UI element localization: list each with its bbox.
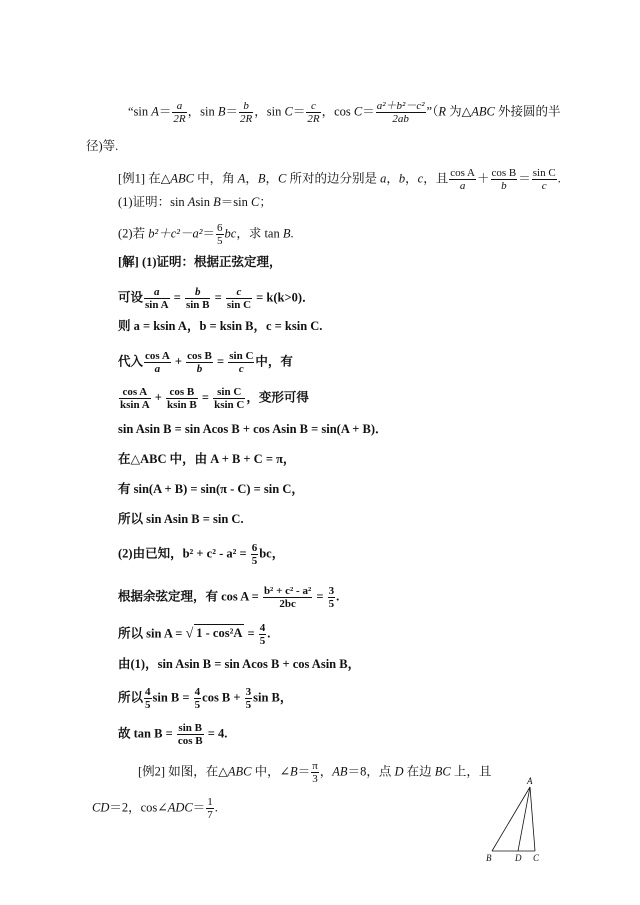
solution-line-4: 代入 $\frac{\text{cos A}}{a}$ + $\frac{\text{cos B}}{b}$ = $\frac{\text{sin C}}{c}$ 中，有 <box>118 350 293 375</box>
example-2-statement: [例2] 如图，在△ABC 中，∠B＝ $\frac{\pi}{3}$ ，AB＝8，点 D 在边 BC 上，且 <box>138 760 492 785</box>
fraction: $\frac{b}{2R}$ <box>240 100 253 125</box>
vertex-label-a: A <box>527 776 533 786</box>
fraction: $\frac{c}{2R}$ <box>307 100 320 125</box>
side-ac <box>530 787 535 851</box>
fraction: $\frac{\text{a²＋b²－c²}}{2ab}$ <box>376 100 425 125</box>
example-1-part-1: (1)证明：sin Asin B＝sin C； <box>118 195 272 209</box>
fraction: $\frac{\text{b² + c² - a²}}{2bc}$ <box>263 585 312 610</box>
fraction: $\frac{4}{5}$ <box>145 686 151 711</box>
solution-line-10: (2)由已知，b² + c² - a² = $\frac{6}{5}$ bc， <box>118 542 285 567</box>
fraction: $\frac{a}{2R}$ <box>173 100 186 125</box>
solution-line-9: 所以 sin Asin B = sin C. <box>118 512 244 526</box>
solution-line-3: 则 a = ksin A，b = ksin B，c = ksin C. <box>118 319 323 333</box>
fraction: $\frac{\text{cos B}}{b}$ <box>187 350 212 375</box>
fraction: $\frac{\text{cos A}}{a}$ <box>145 350 170 375</box>
fraction: $\frac{4}{5}$ <box>259 622 266 647</box>
solution-line-11: 根据余弦定理，有 cos A = $\frac{\text{b² + c² - a²}}{2bc}$ = $\frac{3}{5}$ . <box>118 585 340 610</box>
fraction: $\frac{\text{cos A}}{a}$ <box>450 167 475 192</box>
fraction: $\frac{b}{\text{sin B}}$ <box>185 286 210 311</box>
example-1-part-2: (2)若 b²＋c²－a²＝ $\frac{6}{5}$ bc，求 tan B. <box>118 222 294 247</box>
fraction: $\frac{\text{sin C}}{c}$ <box>532 167 556 192</box>
fraction: $\frac{3}{5}$ <box>328 585 335 610</box>
fraction: $\frac{\text{cos B}}{b}$ <box>491 167 517 192</box>
solution-line-15: 故 tan B = $\frac{\text{sin B}}{\text{cos B}}$ = 4. <box>118 722 228 747</box>
fraction: $\frac{\pi}{3}$ <box>312 760 318 785</box>
intro-line-1: “sin A＝ $\frac{a}{2R}$ ，sin B＝ $\frac{b}{2R}$ ，sin C＝ $\frac{c}{2R}$ ，cos C＝ $\frac{\text{a²＋b²－c²}}{2ab}$ ”（R 为△ABC 外接圆的半 <box>128 100 561 125</box>
vertex-label-d: D <box>515 853 522 863</box>
solution-line-13: 由(1)，sin Asin B = sin Acos B + cos Asin B， <box>118 657 361 671</box>
solution-line-14: 所以 $\frac{4}{5}$ sin B = $\frac{4}{5}$ cos B + $\frac{3}{5}$ sin B， <box>118 686 293 711</box>
solution-line-6: sin Asin B = sin Acos B + cos Asin B = sin(A + B)． <box>118 422 388 436</box>
fraction: $\frac{a}{\text{sin A}}$ <box>145 286 169 311</box>
solution-heading: [解] (1)证明：根据正弦定理， <box>118 255 282 269</box>
fraction: $\frac{\text{cos B}}{\text{ksin B}}$ <box>167 386 197 411</box>
intro-line-2: 径)等. <box>86 139 119 153</box>
solution-line-2: 可设 $\frac{a}{\text{sin A}}$ = $\frac{b}{\text{sin B}}$ = $\frac{c}{\text{sin C}}$ = k(k>0)． <box>118 286 315 311</box>
fraction: $\frac{6}{5}$ <box>217 222 223 247</box>
example-1-statement: [例1] 在△ABC 中，角 A，B，C 所对的边分别是 a，b，c，且 $\frac{\text{cos A}}{a}$ ＋ $\frac{\text{cos B}}{b}$ ＝ $\frac{\text{sin C}}{c}$ . <box>118 167 561 192</box>
triangle-figure <box>478 775 548 865</box>
fraction: $\frac{c}{\text{sin C}}$ <box>226 286 252 311</box>
fraction: $\frac{\text{sin B}}{\text{cos B}}$ <box>177 722 203 747</box>
fraction: $\frac{6}{5}$ <box>251 542 258 567</box>
fraction: $\frac{3}{5}$ <box>245 686 252 711</box>
vertex-label-b: B <box>486 853 492 863</box>
fraction: $\frac{1}{7}$ <box>207 796 213 821</box>
solution-line-12: 所以 sin A = √ 1 - cos²A = $\frac{4}{5}$ . <box>118 622 271 647</box>
vertex-label-c: C <box>533 853 540 863</box>
solution-line-8: 有 sin(A + B) = sin(π - C) = sin C， <box>118 482 304 496</box>
fraction: $\frac{4}{5}$ <box>194 686 201 711</box>
solution-line-7: 在△ABC 中，由 A + B + C = π， <box>118 452 296 466</box>
fraction: $\frac{\text{cos A}}{\text{ksin A}}$ <box>120 386 150 411</box>
fraction: $\frac{\text{sin C}}{\text{ksin C}}$ <box>214 386 245 411</box>
fraction: $\frac{\text{sin C}}{c}$ <box>229 350 254 375</box>
example-2-statement-line-2: CD＝2，cos∠ADC＝ $\frac{1}{7}$ . <box>92 796 218 821</box>
solution-line-5: $\frac{\text{cos A}}{\text{ksin A}}$ + $\frac{\text{cos B}}{\text{ksin B}}$ = $\frac{\text{sin C}}{\text{ksin C}}$ ，变形可得 <box>120 386 309 411</box>
